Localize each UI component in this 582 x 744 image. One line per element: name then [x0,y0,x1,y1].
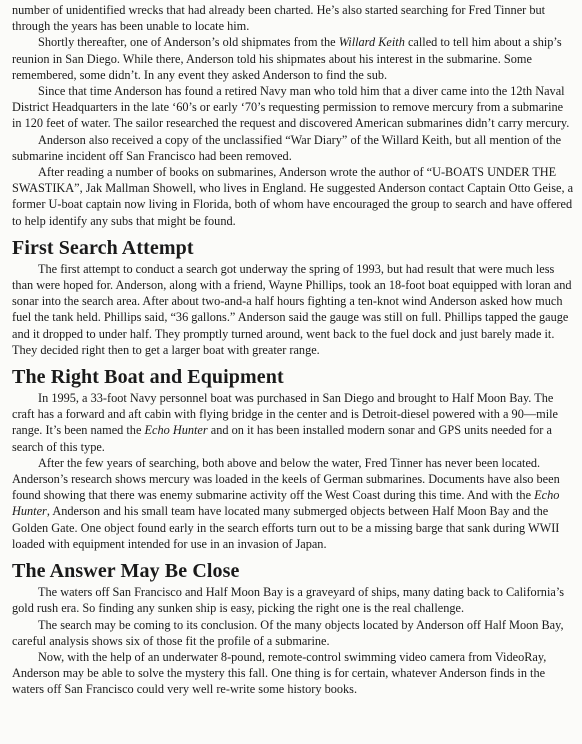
heading-first-search-attempt: First Search Attempt [12,236,194,259]
paragraph-u-boats-book: After reading a number of books on submarines, Anderson wrote the author of “U-BOATS UNDER THE SWASTIKA”, Jak Mallman Showell, who lives in England. He suggested Anderson contact Captain Otto Geise, a former U-boat captain now living in Florida, both of whom have encouraged the group to search and have offered to help identify any subs that might be found. [12,165,574,228]
paragraph-ships-reunion [12,34,574,83]
paragraph-first-search: The first attempt to conduct a search got underway the spring of 1993, but had result that were much less than were hoped for. Anderson, along with a friend, Wayne Phillips, took an 18-foot boat equipped with loran and sonar into the search area. After about two-and-a half hours fighting a ten-knot wind Anderson asked how much fuel the tank held. Phillips said, “36 gallons.” Anderson said the gauge was still on full. Phillips tapped the gauge and it dropped to under half. They promptly turned around, went back to the fuel dock and just barely made it. They decided right then to get a larger boat with greater range. [12,261,572,357]
paragraph-text: Shortly thereafter, one of Anderson’s old shipmates from the [38,35,339,50]
paragraph-years-of-searching [12,455,574,552]
paragraph-search-conclusion: The search may be coming to its conclusion. Of the many objects located by Anderson off Half Moon Bay, careful analysis shows six of those fit the profile of a submarine. [12,617,564,648]
paragraph-videoray-camera: Now, with the help of an underwater 8-pound, remote-control swimming video camera from VideoRay, Anderson may be able to solve the mystery this fall. One thing is for certain, whatever Anderson finds in the waters off San Francisco could very well re-write some history books. [12,649,547,697]
boat-name: Echo Hunter [12,488,560,519]
paragraph-text: , Anderson and his small team have located many submerged objects between Half Moon Bay and the Golden Gate. One object found early in the search efforts turn out to be a missing barge that sank during WWII loaded with equipment intended for use in an invasion of Japan. [12,504,560,551]
paragraph-unidentified-wrecks: number of unidentified wrecks that had already been charted. He’s also started searching for Fred Tinner but through the years has been unable to locate him. [12,3,546,34]
paragraph-retired-navy-man: Since that time Anderson has found a retired Navy man who told him that a diver came into the 12th Naval District Headquarters in the late ‘60’s or early ‘70’s requesting permission to remove mercury from a submarine in 120 feet of water. The sailor researched the request and discovered American submarines didn’t carry mercury. [12,84,570,131]
heading-right-boat-equipment: The Right Boat and Equipment [12,366,284,389]
paragraph-text: In 1995, a 33-foot Navy personnel boat was purchased in San Diego and brought to Half Moon Bay. The craft has a forward and aft cabin with flying bridge in the center and is Detroit-diesel powered with a 90—mile range. It’s been named the [12,391,558,438]
paragraph-text: After the few years of searching, both above and below the water, Fred Tinner has never been located. Anderson’s research shows mercury was loaded in the keels of German submarines. Documents have also been found showing that there was enemy submarine activity off the West Coast during this time. And with the [12,455,560,503]
heading-answer-may-be-close: The Answer May Be Close [12,560,240,583]
paragraph-text: and on it has been installed modern sonar and GPS units needed for a search of this type. [12,423,552,454]
paragraph-war-diary: Anderson also received a copy of the unclassified “War Diary” of the Willard Keith, but all mention of the submarine incident off San Francisco had been removed. [12,132,562,163]
boat-name: Echo Hunter [144,423,208,438]
document-page [12,2,574,698]
ship-name: Willard Keith [338,35,405,50]
paragraph-graveyard-of-ships: The waters off San Francisco and Half Moon Bay is a graveyard of ships, many dating back to California’s gold rush era. So finding any sunken ship is easy, picking the right one is the real challenge. [12,585,565,616]
paragraph-text: called to tell him about a ship’s reunion in San Diego. While there, Anderson told his shipmates about his interest in the submarine. Some remembered, some didn’t. In any event they asked Anderson to find the sub. [12,35,562,82]
paragraph-navy-boat [12,390,574,455]
